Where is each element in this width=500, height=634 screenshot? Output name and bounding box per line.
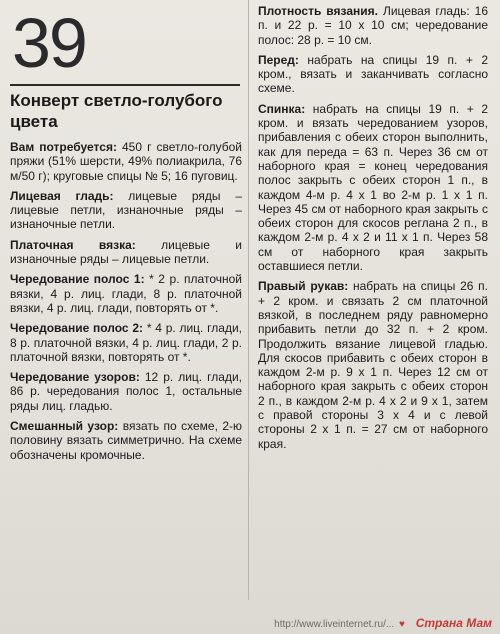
front-paragraph: Перед: набрать на спицы 19 п. + 2 кром., вязать и заканчивать согласно схеме. [258, 52, 488, 96]
garter-paragraph: Платочная вязка: лицевые и изнаночные ряды – лицевые петли. [10, 237, 242, 267]
left-column [10, 4, 243, 468]
watermark [274, 616, 492, 630]
stripes1-paragraph: Чередование полос 1: * 2 р. платочной вязки, 4 р. лиц. глади, 8 р. платочной вязки, 4 р. лиц. глади, повторять от *. [10, 272, 242, 315]
pattern-title: Конверт светло-голубого цвета [10, 91, 223, 131]
right-sleeve-paragraph: Правый рукав: набрать на спицы 26 п. + 2 кром. и связать 2 см платочной вязкой, в последнем ряду равномерно прибавить петли до 32 п. + 2 кром. Продолжить вязание лицевой гладью. Для скосов прибавить с обеих сторон в каждом 2-м р. 9 х 1 п. Через 12 см от наборного края закрыть с обеих сторон 2 п., в каждом 2-м р. 4 х 2 и 9 х 1, затем с правой стороны 3 х 4 и с левой стороны 2 х 1 п. = 27 см от наборного края. [258, 279, 488, 451]
back-paragraph: Спинка: набрать на спицы 19 п. + 2 кром. и вязать чередованием узоров, прибавления с обеих сторон выполнить, как для переда = 63 п. Через 36 см от наборного края = конец чередования полос закрыть с обеих сторон 1 п., в каждом 4-м р. 4 х 1 во 2-м р. 1 х 1 п. Через 45 см от наборного края закрыть с обеих сторон для скосов реглана 2 п., в каждом 2-м р. 4 х 2 и 11 х 1 п. Через 58 см от наборного края закрыть оставшиеся петли. [258, 101, 488, 274]
pattern-alternation-paragraph: Чередование узоров: 12 р. лиц. глади, 86 р. чередования полос 1, остальные ряды лиц. гладью. [10, 370, 242, 413]
materials-paragraph: Вам потребуется: 450 г светло-голубой пряжи (51% шерсти, 49% полиакрила, 76 м/50 г); круговые спицы № 5; 16 пуговиц. [10, 140, 242, 183]
title-rule [10, 84, 240, 86]
heart-icon: ♥ [398, 619, 405, 630]
stripes2-paragraph: Чередование полос 2: * 4 р. лиц. глади, 8 р. платочной вязки, 4 р. лиц. глади, 2 р. платочной вязки, повторять от *. [10, 321, 242, 364]
watermark-brand: Страна Мам [415, 616, 492, 630]
right-column [258, 4, 488, 457]
column-divider [248, 0, 249, 600]
mixed-pattern-paragraph: Смешанный узор: вязать по схеме, 2-ю половину вязать симметрично. На схеме обозначены кромочные. [10, 419, 243, 462]
stockinette-paragraph: Лицевая гладь: лицевые ряды – лицевые петли, изнаночные ряды – изнаночные петли. [10, 188, 242, 232]
gauge-paragraph: Плотность вязания. Лицевая гладь: 16 п. и 22 р. = 10 х 10 см; чередование полос: 28 р. = 10 см. [258, 4, 488, 47]
pattern-number: 39 [12, 4, 86, 82]
watermark-url: http://www.liveinternet.ru/... [274, 619, 395, 630]
